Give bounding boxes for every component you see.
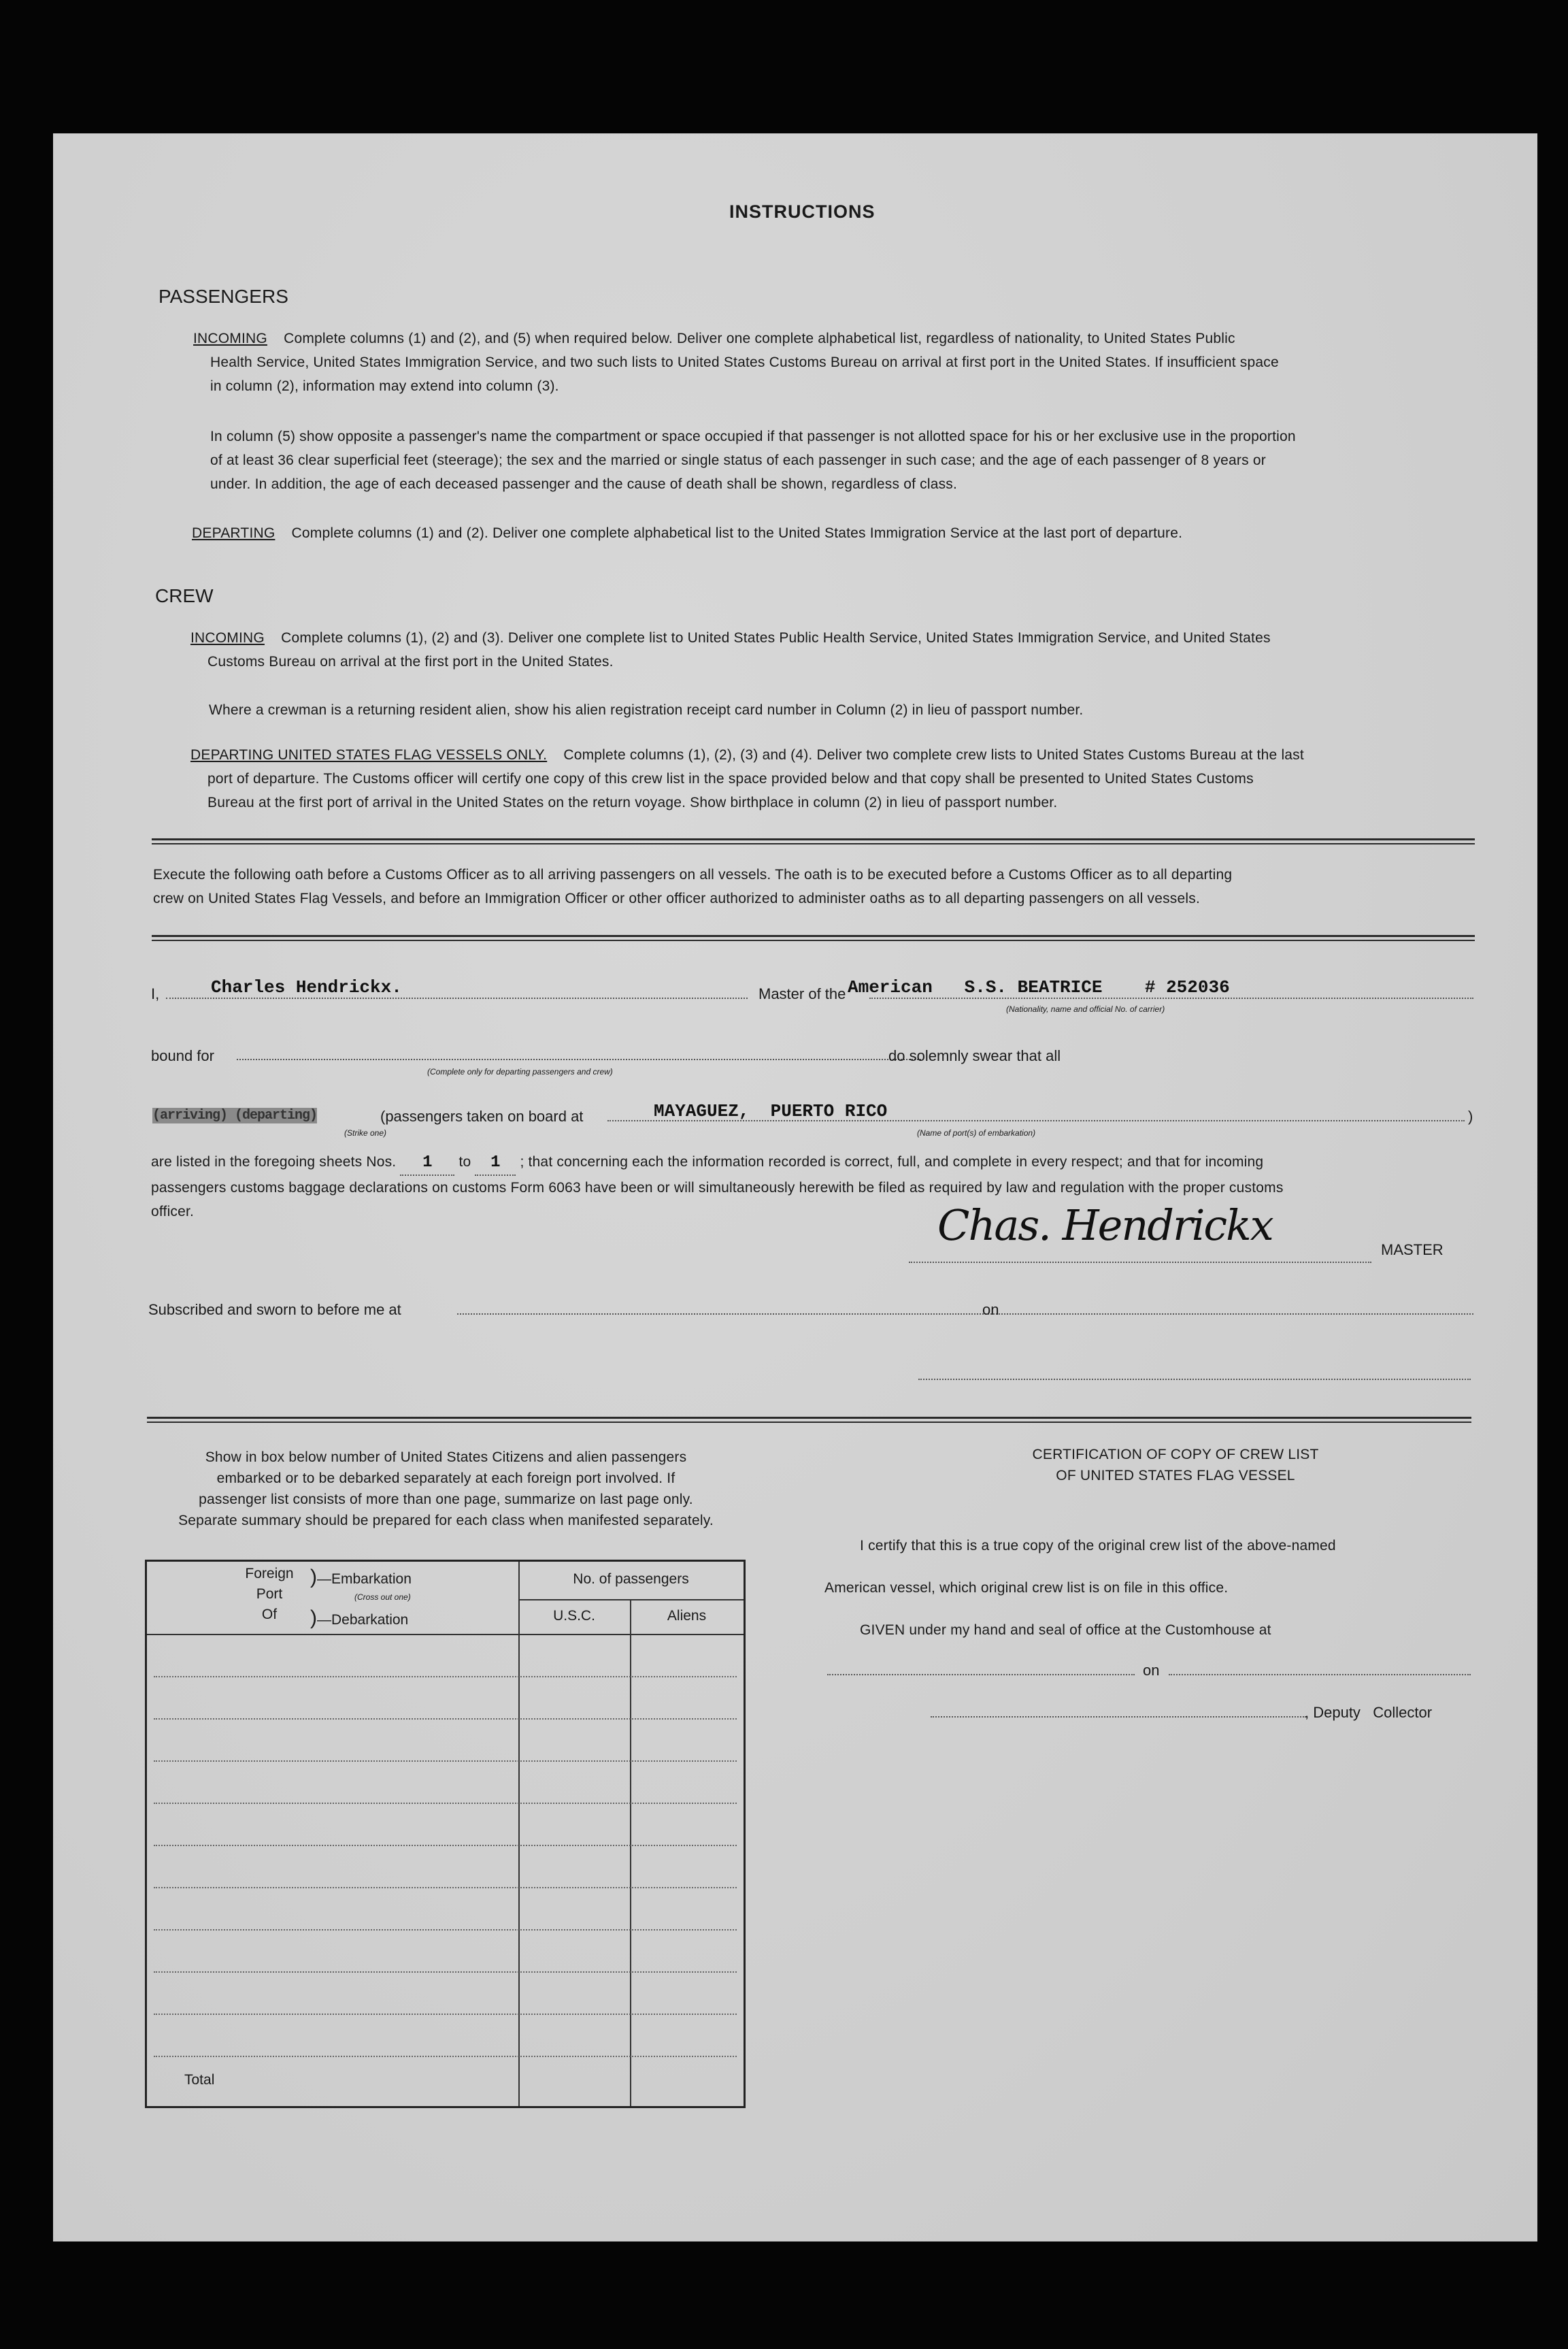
column5-line-3: under. In addition, the age of each deceased passenger and the cause of death shall be shown, regardless of class. (210, 476, 958, 492)
listed-line-2: passengers customs baggage declarations on customs Form 6063 have been or will simultaneously herewith be filed as required by law and regulation with the proper customs (151, 1180, 1284, 1196)
port-value: MAYAGUEZ, PUERTO RICO (654, 1101, 888, 1121)
divider-3 (147, 1417, 1471, 1423)
oath-instructions-line-2: crew on United States Flag Vessels, and before an Immigration Officer or other officer authorized to administer oaths as to all departing passengers on all vessels. (153, 891, 1200, 906)
master-name-value: Charles Hendrickx. (211, 977, 402, 998)
oath-i-label: I, (151, 985, 160, 1002)
cross-out-caption: (Cross out one) (354, 1592, 411, 1602)
bound-for-label: bound for (151, 1047, 214, 1064)
listed-block (151, 1150, 1484, 1223)
table-row (154, 1929, 737, 1931)
col-foreign-1: Foreign (245, 1566, 294, 1581)
sheet-to-value: 1 (475, 1151, 516, 1176)
column5-line-1: In column (5) show opposite a passenger's name the compartment or space occupied if that passenger is not allotted space for his or her exclusive use in the proportion (210, 429, 1296, 444)
embarkation-label (310, 1566, 412, 1589)
passengers-heading: PASSENGERS (159, 286, 288, 307)
strike-caption: (Strike one) (344, 1128, 387, 1138)
passengers-departing-block (192, 521, 1484, 545)
crew-departing-block (190, 743, 1483, 815)
bound-for-caption: (Complete only for departing passengers and crew) (427, 1067, 613, 1077)
certify-line-2: American vessel, which original crew list is on file in this office. (824, 1580, 1229, 1596)
close-paren: ) (1468, 1108, 1473, 1125)
divider-2 (152, 935, 1475, 941)
passengers-incoming-line-2: Health Service, United States Immigration Service, and two such lists to United States Customs Bureau on arrival at first port in the United States. If insufficient space (210, 355, 1279, 370)
certify-line-1: I certify that this is a true copy of the original crew list of the above-named (860, 1538, 1336, 1554)
passengers-incoming-block (193, 327, 1486, 398)
crew-incoming-line-1: Complete columns (1), (2) and (3). Deliver one complete list to United States Public Health Service, United States Immigration Service, and United States (281, 630, 1271, 646)
passengers-departing-label: DEPARTING (192, 525, 276, 541)
usc-header: U.S.C. (553, 1608, 595, 1624)
officer-signature-line (918, 1379, 1471, 1380)
table-row (154, 1887, 737, 1888)
master-signature: Chas. Hendrickx (937, 1200, 1273, 1250)
cert-on-label: on (1143, 1662, 1160, 1679)
port-caption: (Name of port(s) of embarkation) (917, 1128, 1036, 1138)
table-row (154, 2056, 737, 2057)
vessel-line (869, 998, 1473, 999)
oath-instructions-line-1: Execute the following oath before a Customs Officer as to all arriving passengers on all vessels. The oath is to be executed before a Customs Officer as to all departing (153, 867, 1233, 883)
subscribed-place-line (457, 1313, 1027, 1315)
divider-1 (152, 838, 1475, 844)
passengers-column5-block (210, 425, 1486, 496)
summary-instructions (145, 1447, 747, 1531)
listed-line-3: officer. (151, 1204, 195, 1219)
cert-date-line (1169, 1674, 1471, 1675)
passengers-incoming-line-3: in column (2), information may extend into column (3). (210, 378, 559, 394)
table-hline-body (147, 1634, 744, 1635)
sheet-from-value: 1 (400, 1151, 454, 1176)
summary-line-3: passenger list consists of more than one page, summarize on last page only. (199, 1492, 693, 1507)
listed-line-1: ; that concerning each the information recorded is correct, full, and complete in every respect; and that for incoming (520, 1154, 1264, 1170)
debarkation-label (310, 1607, 408, 1630)
table-vline-2 (630, 1599, 631, 2106)
brace-top-icon: ) (310, 1566, 317, 1588)
summary-line-2: embarked or to be debarked separately at each foreign port involved. If (216, 1471, 675, 1486)
page-title: INSTRUCTIONS (729, 201, 875, 222)
crew-departing-line-2: port of departure. The Customs officer will certify one copy of this crew list in the space provided below and that copy shall be presented to United States Customs (207, 771, 1254, 787)
col-foreign-3: Of (261, 1607, 278, 1622)
customhouse-line (827, 1674, 1135, 1675)
form-page (53, 133, 1537, 2241)
strike-text: (arriving) (departing) (152, 1108, 318, 1123)
crew-incoming-line-2: Customs Bureau on arrival at the first port in the United States. (207, 654, 614, 670)
passenger-summary-table (145, 1560, 746, 2108)
passengers-taken-label: (passengers taken on board at (380, 1108, 584, 1125)
col-foreign-2: Port (256, 1586, 283, 1602)
column5-line-2: of at least 36 clear superficial feet (steerage); the sex and the married or single status of each passenger in such case; and the age of each passenger of 8 years or (210, 453, 1266, 468)
passengers-incoming-label: INCOMING (193, 331, 267, 346)
table-row (154, 1971, 737, 1973)
table-hline-header (518, 1599, 744, 1600)
summary-line-4: Separate summary should be prepared for each class when manifested separately. (178, 1513, 714, 1528)
deputy-signature-line (931, 1716, 1306, 1718)
signature-line (909, 1262, 1371, 1263)
master-name-line (166, 998, 748, 999)
table-row (154, 1718, 737, 1720)
total-label: Total (184, 2072, 215, 2088)
crew-incoming-label: INCOMING (190, 630, 265, 646)
brace-bottom-icon: ) (310, 1607, 317, 1629)
subscribed-label: Subscribed and sworn to before me at (148, 1301, 401, 1318)
certification-heading-1: CERTIFICATION OF COPY OF CREW LIST (1032, 1447, 1319, 1462)
crew-departing-line-3: Bureau at the first port of arrival in the United States on the return voyage. Show birthplace in column (2) in lieu of passport number. (207, 795, 1058, 810)
crew-departing-label: DEPARTING UNITED STATES FLAG VESSELS ONLY. (190, 747, 548, 763)
crew-returning-text: Where a crewman is a returning resident alien, show his alien registration receipt card number in Column (2) in lieu of passport number. (209, 702, 1084, 718)
embarkation-text: —Embarkation (317, 1571, 412, 1587)
given-line: GIVEN under my hand and seal of office at the Customhouse at (860, 1622, 1271, 1638)
table-row (154, 2014, 737, 2015)
master-label: MASTER (1381, 1241, 1444, 1258)
listed-label: are listed in the foregoing sheets Nos. (151, 1154, 397, 1170)
crew-incoming-block (190, 626, 1483, 674)
bound-for-line (237, 1059, 921, 1060)
vessel-value: American S.S. BEATRICE # 252036 (848, 977, 1230, 998)
vessel-caption: (Nationality, name and official No. of carrier) (1006, 1004, 1165, 1014)
crew-heading: CREW (155, 585, 214, 606)
master-of-label: Master of the (758, 985, 846, 1002)
summary-line-1: Show in box below number of United States Citizens and alien passengers (205, 1449, 687, 1465)
table-row (154, 1845, 737, 1846)
passengers-incoming-line-1: Complete columns (1) and (2), and (5) when required below. Deliver one complete alphabetical list, regardless of nationality, to United States Public (284, 331, 1235, 346)
no-passengers-header: No. of passengers (573, 1571, 689, 1587)
subscribed-on-label: on (982, 1301, 999, 1318)
oath-instructions-block (153, 863, 1480, 910)
debarkation-text: —Debarkation (317, 1612, 409, 1628)
table-row (154, 1760, 737, 1762)
passengers-departing-text: Complete columns (1) and (2). Deliver one complete alphabetical list to the United States Immigration Service at the last port of departure. (291, 525, 1183, 541)
swear-label: do solemnly swear that all (888, 1047, 1061, 1064)
subscribed-date-line (1007, 1313, 1473, 1315)
aliens-header: Aliens (667, 1608, 707, 1624)
crew-departing-line-1: Complete columns (1), (2), (3) and (4). Deliver two complete crew lists to United States Customs Bureau at the last (563, 747, 1304, 763)
certification-heading-2: OF UNITED STATES FLAG VESSEL (1056, 1468, 1295, 1483)
table-vline-1 (518, 1562, 520, 2106)
table-row (154, 1803, 737, 1804)
to-label: to (458, 1154, 471, 1170)
table-row (154, 1676, 737, 1677)
certification-heading (897, 1444, 1454, 1486)
deputy-collector-label: , Deputy Collector (1305, 1704, 1433, 1721)
